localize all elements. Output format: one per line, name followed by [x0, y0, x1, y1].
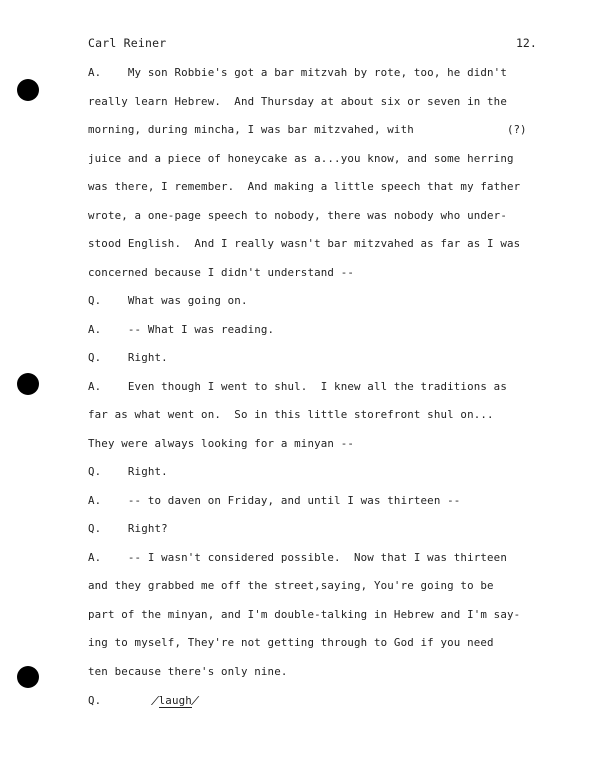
transcript-line: juice and a piece of honeycake as a...you know, and some herring — [88, 152, 514, 165]
transcript-line: really learn Hebrew. And Thursday at about six or seven in the — [88, 95, 507, 108]
speaker-label: Q. — [88, 694, 102, 707]
transcript-line: ing to myself, They're not getting through to God if you need — [88, 636, 494, 649]
transcript-line: wrote, a one-page speech to nobody, there was nobody who under- — [88, 209, 507, 222]
transcript-line: part of the minyan, and I'm double-talking in Hebrew and I'm say- — [88, 608, 521, 621]
transcript-line: was there, I remember. And making a little speech that my father — [88, 180, 521, 193]
transcript-line: A. -- I wasn't considered possible. Now that I was thirteen — [88, 551, 507, 564]
transcript-line: Q. What was going on. — [88, 294, 248, 307]
binder-hole-middle — [17, 373, 39, 395]
page-number: 12. — [516, 36, 537, 50]
transcript-line: A. My son Robbie's got a bar mitzvah by rote, too, he didn't — [88, 66, 507, 79]
transcript-line: A. -- What I was reading. — [88, 323, 275, 336]
transcript-line: They were always looking for a minyan -- — [88, 437, 355, 450]
transcript-line-last — [88, 694, 199, 707]
transcript-line: ten because there's only nine. — [88, 665, 288, 678]
close-bracket: / — [189, 694, 201, 707]
open-bracket: / — [149, 694, 162, 707]
transcript-header-name: Carl Reiner — [88, 36, 167, 50]
binder-hole-top — [17, 79, 39, 101]
transcript-line: A. Even though I went to shul. I knew all the traditions as — [88, 380, 507, 393]
transcript-line: Q. Right. — [88, 351, 168, 364]
transcript-line: far as what went on. So in this little storefront shul on... — [88, 408, 494, 421]
inline-query-mark: (?) — [507, 123, 527, 136]
transcript-line: morning, during mincha, I was bar mitzvahed, with — [88, 123, 414, 136]
transcript-line: Q. Right? — [88, 522, 168, 535]
transcript-line: and they grabbed me off the street,saying, You're going to be — [88, 579, 494, 592]
stage-direction-laugh: laugh — [158, 694, 192, 707]
transcript-line: concerned because I didn't understand -- — [88, 266, 355, 279]
transcript-line: A. -- to daven on Friday, and until I was thirteen -- — [88, 494, 461, 507]
transcript-line: stood English. And I really wasn't bar mitzvahed as far as I was — [88, 237, 521, 250]
transcript-line: Q. Right. — [88, 465, 168, 478]
binder-hole-bottom — [17, 666, 39, 688]
